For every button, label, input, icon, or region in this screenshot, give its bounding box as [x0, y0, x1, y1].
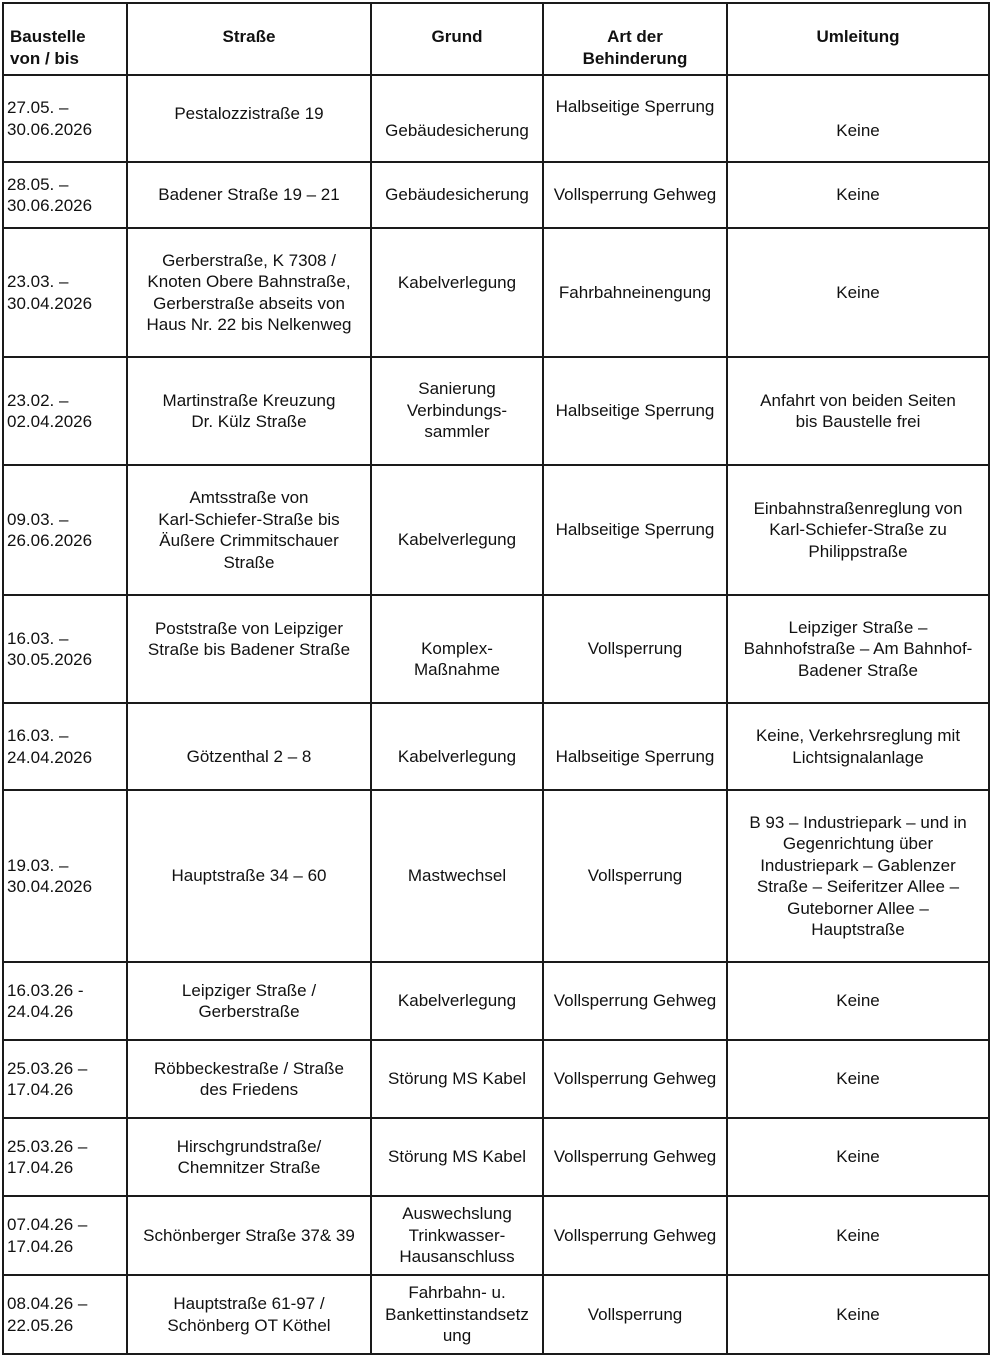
cell-type: Vollsperrung Gehweg: [543, 1040, 727, 1118]
header-reason: Grund: [371, 3, 543, 75]
cell-street: Götzenthal 2 – 8: [127, 703, 371, 790]
cell-detour: Einbahnstraßenreglung von Karl-Schiefer-Straße zu Philippstraße: [727, 465, 989, 595]
cell-street: Hirschgrundstraße/ Chemnitzer Straße: [127, 1118, 371, 1196]
cell-reason: Mastwechsel: [371, 790, 543, 962]
cell-date: 07.04.26 – 17.04.26: [3, 1196, 127, 1275]
cell-date: 27.05. – 30.06.2026: [3, 75, 127, 162]
cell-date: 16.03. – 30.05.2026: [3, 595, 127, 703]
cell-date: 19.03. – 30.04.2026: [3, 790, 127, 962]
cell-detour: Keine: [727, 1275, 989, 1354]
cell-date: 16.03.26 - 24.04.26: [3, 962, 127, 1040]
cell-type: Halbseitige Sperrung: [543, 703, 727, 790]
table-row: [3, 703, 989, 790]
cell-date: 16.03. – 24.04.2026: [3, 703, 127, 790]
cell-street: Gerberstraße, K 7308 / Knoten Obere Bahnstraße, Gerberstraße abseits von Haus Nr. 22 bis Nelkenweg: [127, 228, 371, 357]
cell-detour: Keine: [727, 75, 989, 162]
table-row: [3, 357, 989, 465]
cell-reason: Kabelverlegung: [371, 465, 543, 595]
cell-type: Halbseitige Sperrung: [543, 465, 727, 595]
construction-sites-table: [2, 2, 990, 1355]
cell-date: 23.02. – 02.04.2026: [3, 357, 127, 465]
table-row: [3, 465, 989, 595]
cell-detour: Keine: [727, 1196, 989, 1275]
cell-street: Amtsstraße von Karl-Schiefer-Straße bis Äußere Crimmitschauer Straße: [127, 465, 371, 595]
table-row: [3, 1275, 989, 1354]
header-row: [3, 3, 989, 75]
cell-type: Vollsperrung: [543, 595, 727, 703]
cell-reason: Kabelverlegung: [371, 703, 543, 790]
cell-detour: B 93 – Industriepark – und in Gegenrichtung über Industriepark – Gablenzer Straße – Seiferitzer Allee – Guteborner Allee – Hauptstraße: [727, 790, 989, 962]
cell-detour: Leipziger Straße – Bahnhofstraße – Am Bahnhof- Badener Straße: [727, 595, 989, 703]
cell-reason: Kabelverlegung: [371, 228, 543, 357]
table-row: [3, 1040, 989, 1118]
cell-date: 25.03.26 – 17.04.26: [3, 1040, 127, 1118]
table-row: [3, 790, 989, 962]
cell-detour: Keine: [727, 228, 989, 357]
cell-date: 28.05. – 30.06.2026: [3, 162, 127, 228]
cell-detour: Keine: [727, 962, 989, 1040]
cell-reason: Störung MS Kabel: [371, 1040, 543, 1118]
cell-street: Röbbeckestraße / Straße des Friedens: [127, 1040, 371, 1118]
cell-street: Martinstraße Kreuzung Dr. Külz Straße: [127, 357, 371, 465]
cell-street: Hauptstraße 61-97 / Schönberg OT Köthel: [127, 1275, 371, 1354]
cell-type: Halbseitige Sperrung: [543, 75, 727, 162]
cell-date: 08.04.26 – 22.05.26: [3, 1275, 127, 1354]
cell-type: Vollsperrung Gehweg: [543, 1118, 727, 1196]
cell-type: Vollsperrung Gehweg: [543, 962, 727, 1040]
cell-reason: Fahrbahn- u. Bankettinstandsetz ung: [371, 1275, 543, 1354]
cell-detour: Anfahrt von beiden Seiten bis Baustelle frei: [727, 357, 989, 465]
cell-street: Leipziger Straße / Gerberstraße: [127, 962, 371, 1040]
cell-date: 25.03.26 – 17.04.26: [3, 1118, 127, 1196]
cell-type: Halbseitige Sperrung: [543, 357, 727, 465]
cell-reason: Störung MS Kabel: [371, 1118, 543, 1196]
table-row: [3, 1196, 989, 1275]
table-row: [3, 75, 989, 162]
cell-type: Fahrbahneinengung: [543, 228, 727, 357]
cell-type: Vollsperrung Gehweg: [543, 1196, 727, 1275]
cell-reason: Gebäudesicherung: [371, 162, 543, 228]
cell-street: Schönberger Straße 37& 39: [127, 1196, 371, 1275]
cell-detour: Keine: [727, 1040, 989, 1118]
cell-street: Poststraße von Leipziger Straße bis Badener Straße: [127, 595, 371, 703]
table-row: [3, 595, 989, 703]
table-row: [3, 1118, 989, 1196]
cell-date: 23.03. – 30.04.2026: [3, 228, 127, 357]
cell-reason: Kabelverlegung: [371, 962, 543, 1040]
cell-reason: Gebäudesicherung: [371, 75, 543, 162]
table-row: [3, 162, 989, 228]
cell-street: Pestalozzistraße 19: [127, 75, 371, 162]
cell-reason: Sanierung Verbindungs- sammler: [371, 357, 543, 465]
cell-date: 09.03. – 26.06.2026: [3, 465, 127, 595]
table-row: [3, 962, 989, 1040]
cell-detour: Keine, Verkehrsreglung mit Lichtsignalanlage: [727, 703, 989, 790]
cell-street: Hauptstraße 34 – 60: [127, 790, 371, 962]
header-type: Art der Behinderung: [543, 3, 727, 75]
cell-reason: Komplex- Maßnahme: [371, 595, 543, 703]
cell-street: Badener Straße 19 – 21: [127, 162, 371, 228]
cell-type: Vollsperrung Gehweg: [543, 162, 727, 228]
cell-type: Vollsperrung: [543, 1275, 727, 1354]
cell-detour: Keine: [727, 1118, 989, 1196]
header-date: Baustelle von / bis: [3, 3, 127, 75]
cell-reason: Auswechslung Trinkwasser- Hausanschluss: [371, 1196, 543, 1275]
header-detour: Umleitung: [727, 3, 989, 75]
header-street: Straße: [127, 3, 371, 75]
cell-type: Vollsperrung: [543, 790, 727, 962]
cell-detour: Keine: [727, 162, 989, 228]
table-row: [3, 228, 989, 357]
